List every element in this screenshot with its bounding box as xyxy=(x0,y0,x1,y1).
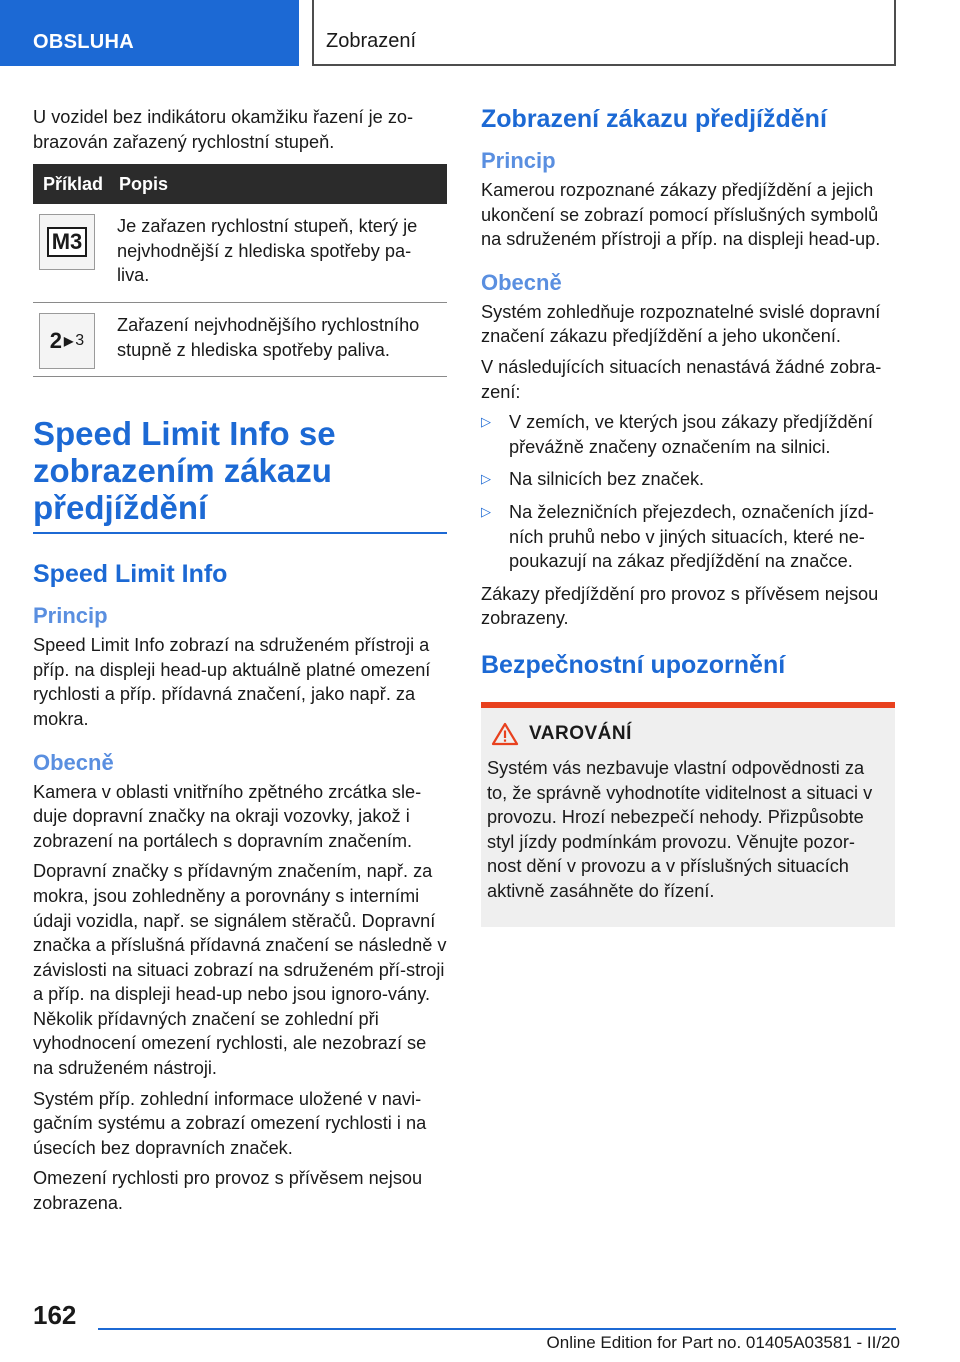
obecne-paragraph: Dopravní značky s přídavným značením, např. za mokra, jsou zohledněny a porovnány s interními údaji vozidla, např. se signálem stěračů. Dopravní značka a příslušná přídavná značení se následně v závislosti na situaci zobrazí na sdruženém pří-stroji a příp. na displeji head-up nebo jsou ignoro-vány. Několik přídavných značení se zohlední při vyhodnocení omezení rychlosti, ale nezobrazí se na sdruženém nástroji. xyxy=(33,861,447,1079)
overtaking-title: Zobrazení zákazu předjíždění xyxy=(481,105,827,133)
bullet-triangle-icon: ▷ xyxy=(481,503,491,519)
footer-divider xyxy=(98,1328,896,1330)
table-row xyxy=(33,204,447,302)
example-table xyxy=(33,164,447,377)
bullet-triangle-icon: ▷ xyxy=(481,471,491,487)
chapter-label: Zobrazení xyxy=(326,30,417,52)
shift-from-gear: 2 xyxy=(49,327,63,353)
obecne-paragraph: V následujících situacích nenastává žádné zobra-zení: xyxy=(481,356,882,402)
table-header-description: Popis xyxy=(117,164,447,204)
chapter-header xyxy=(312,0,896,66)
gear-display-icon xyxy=(39,214,95,270)
shift-recommendation-icon xyxy=(39,313,95,369)
table-cell-description: Je zařazen rychlostní stupeň, který je nejvhodnější z hlediska spotřeby pa-liva. xyxy=(117,204,447,302)
table-cell-description: Zařazení nejvhodnějšího rychlostního stupně z hlediska spotřeby paliva. xyxy=(117,302,447,376)
left-column xyxy=(33,105,447,1222)
warning-box xyxy=(481,702,895,928)
chapter-title: Speed Limit Info se zobrazením zákazu předjíždění xyxy=(33,415,447,534)
bullet-triangle-icon: ▷ xyxy=(481,414,491,430)
list-item: ▷ Na silnicích bez značek. xyxy=(481,467,895,492)
princip-heading: Princip xyxy=(33,603,108,629)
table-header-example: Příklad xyxy=(33,164,117,204)
warning-text: Systém vás nezbavuje vlastní odpovědnosti za to, že správně vyhodnotíte viditelnost a situaci v provozu. Hrozí nebezpečí nehody. Přizpůsobte styl jízdy podmínkám provozu. Věnujte pozor-nost dění v provozu a v příslušných situacích aktivně zasáhněte do řízení. xyxy=(487,757,873,901)
gear-indicator-text: M3 xyxy=(47,227,88,257)
list-item: ▷ Na železničních přejezdech, označeních jízd-ních pruhů nebo v jiných situacích, které ne-poukazují na zákaz předjíždění na značce. xyxy=(481,501,874,572)
obecne-paragraph: Systém zohledňuje rozpoznatelné svislé dopravní značení zákazu předjíždění a jeho ukončení. xyxy=(481,301,881,347)
warning-triangle-icon xyxy=(491,722,519,746)
speed-limit-info-heading: Speed Limit Info xyxy=(33,560,228,589)
shift-arrow-icon: ▶ xyxy=(64,333,74,348)
princip-paragraph: Speed Limit Info zobrazí na sdruženém přístroji a příp. na displeji head-up aktuálně platné omezení rychlosti a příp. přídavná značení, jako např. za mokra. xyxy=(33,635,431,729)
obecne-paragraph: Omezení rychlosti pro provoz s přívěsem nejsou zobrazena. xyxy=(33,1168,423,1214)
table-row xyxy=(33,302,447,376)
obecne-heading: Obecně xyxy=(33,749,114,775)
situation-list xyxy=(481,410,895,574)
princip-paragraph: Kamerou rozpoznané zákazy předjíždění a jejich ukončení se zobrazí pomocí příslušných symbolů na sdruženém přístroji a příp. na displeji head-up. xyxy=(481,180,881,250)
intro-paragraph: U vozidel bez indikátoru okamžiku řazení je zo-brazován zařazený rychlostní stupeň. xyxy=(33,107,414,152)
section-label: OBSLUHA xyxy=(33,31,134,53)
obecne-paragraph: Systém příp. zohlední informace uložené v navi-gačním systému a zobrazí omezení rychlosti i na úsecích bez dopravních značek. xyxy=(33,1088,427,1158)
safety-heading: Bezpečnostní upozornění xyxy=(481,650,786,679)
page-number: 162 xyxy=(33,1300,77,1330)
obecne-paragraph: Kamera v oblasti vnitřního zpětného zrcátka sle-duje dopravní značky na okraji vozovky, jakož i zobrazení na portálech s dopravním značením. xyxy=(33,781,422,851)
obecne-heading: Obecně xyxy=(481,269,562,295)
princip-heading: Princip xyxy=(481,148,556,173)
list-item: ▷ V zemích, ve kterých jsou zákazy předjíždění převážně značeny označením na silnici. xyxy=(481,412,873,457)
warning-label: VAROVÁNÍ xyxy=(529,722,632,744)
shift-to-gear: 3 xyxy=(75,331,85,349)
obecne-paragraph: Zákazy předjíždění pro provoz s přívěsem nejsou zobrazeny. xyxy=(481,583,879,629)
section-tab xyxy=(0,0,299,66)
footer-edition: Online Edition for Part no. 01405A03581 - II/20 xyxy=(546,1333,900,1352)
right-column xyxy=(481,105,895,927)
